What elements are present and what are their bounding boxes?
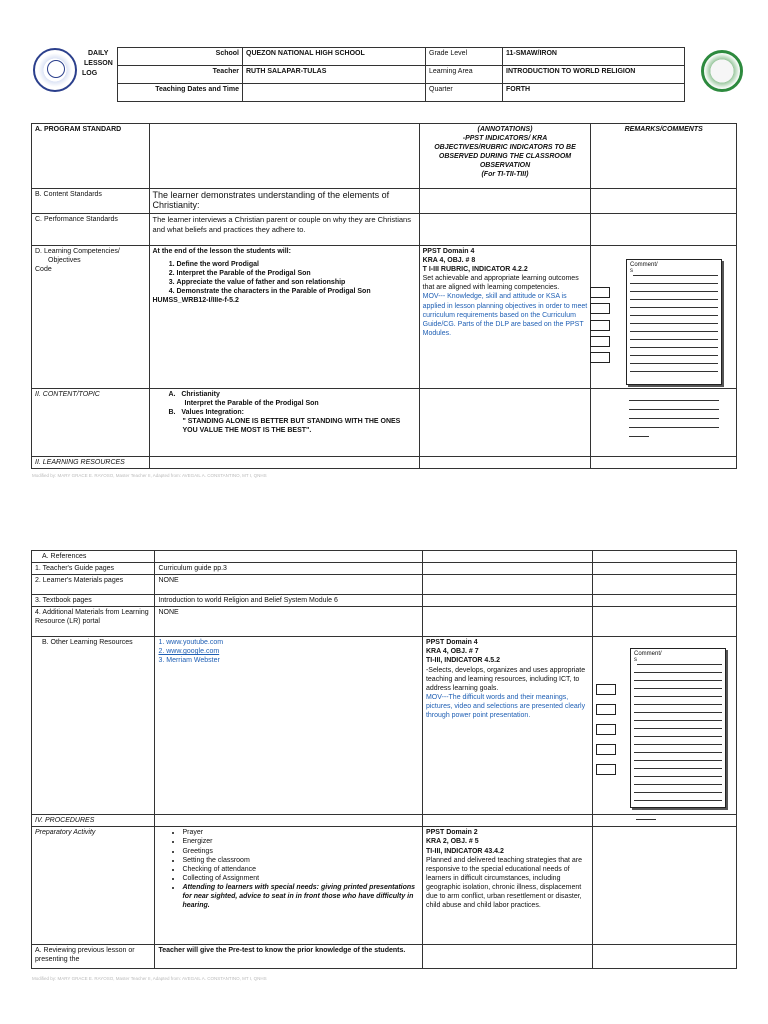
teacher-value: RUTH SALAPAR-TULAS [243,66,426,84]
rubric-checkbox[interactable] [590,303,610,314]
grade-label: Grade Level [426,48,503,66]
prep-item: • Energizer [182,837,419,846]
learners-materials-value: NONE [155,575,423,595]
references-label: A. References [32,551,155,563]
program-standard-label: A. PROGRAM STANDARD [32,124,150,189]
rubric-checkbox[interactable] [596,684,616,695]
textbook-value: Introduction to world Religion and Belief System Module 6 [155,595,423,607]
empty-cell [422,551,592,563]
rubric-checkbox[interactable] [596,744,616,755]
comment-box[interactable]: Comment/ s [626,259,722,385]
empty-cell [593,815,737,827]
comment-lines [636,812,656,820]
program-standard-value [149,124,419,189]
empty-cell [419,189,591,214]
prep-item: • Prayer [182,828,419,837]
empty-cell [591,457,737,469]
grade-value: 11-SMAW/IRON [503,48,685,66]
other-resources-links [155,637,423,815]
ppst-annotation-2: PPST Domain 4 KRA 4, OBJ. # 7 TI-III, INDICATOR 4.5.2 -Selects, develops, organizes and uses appropriate teaching and learning resources, including ICT, to address learning goals. MOV---The difficult words and their meanings, pictures, video and selections are presented clearly through power point presentation. [422,637,592,815]
content-standards-label: B. Content Standards [32,189,150,214]
additional-materials-value: NONE [155,607,423,637]
competency-item: 4. Demonstrate the characters in the Parable of Prodigal Son [177,287,416,296]
empty-cell [422,563,592,575]
rubric-checkbox[interactable] [596,724,616,735]
empty-cell [155,551,423,563]
empty-cell [593,607,737,637]
teachers-guide-label: 1. Teacher's Guide pages [32,563,155,575]
prep-item: • Collecting of Assignment [182,874,419,883]
learners-materials-label: 2. Learner's Materials pages [32,575,155,595]
ppst-annotation-3: PPST Domain 2 KRA 2, OBJ. # 5 TI-III, INDICATOR 43.4.2 Planned and delivered teaching strategies that are responsive to the special educational needs of learners in difficult circumstances, including geographic isolation, chronic illness, displacement due to arm conflict, urban resettlement or disaster, child abuse and child labor practices. [422,827,592,945]
additional-materials-label: 4. Additional Materials from Learning Resource (LR) portal [32,607,155,637]
empty-cell [422,607,592,637]
reviewing-label: A. Reviewing previous lesson or presenting the [32,945,155,969]
preparatory-activity-label: Preparatory Activity [32,827,155,945]
empty-cell [593,551,737,563]
empty-cell [422,575,592,595]
competency-code: HUMSS_WRB12-I/IIIe-f-5.2 [152,297,239,305]
learning-resources-label: II. LEARNING RESOURCES [32,457,150,469]
content-standards-text: The learner demonstrates understanding of the elements of Christianity: [149,189,419,214]
deped-seal [33,48,77,92]
area-label: Learning Area [426,66,503,84]
google-link[interactable]: 2. www.google.com [158,648,220,656]
rubric-checkbox[interactable] [590,287,610,298]
school-value: QUEZON NATIONAL HIGH SCHOOL [243,48,426,66]
content-topic-label: II. CONTENT/TOPIC [32,389,150,457]
empty-cell [155,815,423,827]
empty-cell [593,575,737,595]
empty-cell [593,595,737,607]
competency-item: 2. Interpret the Parable of the Prodigal Son [177,269,416,278]
rubric-checkbox[interactable] [596,704,616,715]
empty-cell [419,214,591,246]
daily-lesson-log-title: DAILY LESSON LOG [82,50,113,78]
preparatory-activity-list [155,827,423,945]
empty-cell [593,827,737,945]
empty-cell [419,389,591,457]
empty-cell [422,815,592,827]
quarter-label: Quarter [426,84,503,102]
remarks-header: REMARKS/COMMENTS [591,124,737,189]
prep-special-needs: • Attending to learners with special needs: giving printed presentations for near sighted, advice to seat in in front those who have difficulty in hearing. [182,883,419,910]
competency-item: 3. Appreciate the value of father and son relationship [177,278,416,287]
other-resources-label: B. Other Learning Resources [32,637,155,815]
footer-credit: Modified by: MARY GRACE E. RAYOSO, Master Teacher II, Adapted from: AVEGAIL A. CONSTANTINO, MT I, QNHS [32,473,267,478]
empty-cell [422,945,592,969]
seal-cell [685,48,731,102]
annotations-header: (ANNOTATIONS) -PPST INDICATORS/ KRA OBJECTIVES/RUBRIC INDICATORS TO BE OBSERVED DURING THE CLASSROOM OBSERVATION (For TI-TII-TIII) [419,124,591,189]
prep-item: • Checking of attendance [182,865,419,874]
empty-cell [419,457,591,469]
competencies-label: D. Learning Competencies/ Objectives Code [32,246,150,389]
rubric-checkbox[interactable] [590,336,610,347]
empty-cell [149,457,419,469]
procedures-label: IV. PROCEDURES [32,815,155,827]
header-table [117,47,730,102]
dates-value [243,84,426,102]
textbook-label: 3. Textbook pages [32,595,155,607]
school-seal [701,50,743,92]
competencies-text: At the end of the lesson the students will: 1. Define the word Prodigal 2. Interpret the Parable of the Prodigal Son 3. Appreciate the value of father and son relationship 4. Demonstrate the characters in the Parable of Prodigal Son HUMSS_WRB12-I/IIIe-f-5.2 [149,246,419,389]
quarter-value: FORTH [503,84,685,102]
empty-cell [422,595,592,607]
dates-label: Teaching Dates and Time [118,84,243,102]
merriam-webster-link[interactable]: 3. Merriam Webster [158,657,220,665]
empty-cell [593,945,737,969]
youtube-link[interactable]: 1. www.youtube.com [158,639,224,647]
ppst-annotation-1: PPST Domain 4 KRA 4, OBJ. # 8 T I-III RUBRIC, INDICATOR 4.2.2 Set achievable and appropriate learning outcomes that are aligned with learning competencies. MOV--- Knowledge, skill and attitude or KSA is applied in lesson planning objectives in order to meet curriculum requirements based on the Curriculum Guide/CG. Parts of the DLP are based on the PPST Modules. [419,246,591,389]
comment-box[interactable]: Comment/ s [630,648,726,808]
prep-item: • Greetings [182,847,419,856]
reviewing-text: Teacher will give the Pre-test to know the prior knowledge of the students. [155,945,423,969]
rubric-checkbox[interactable] [596,764,616,775]
footer-credit: Modified by: MARY GRACE E. RAYOSO, Master Teacher II, Adapted from: AVEGAIL A. CONSTANTINO, MT I, QNHS [32,976,267,981]
rubric-checkbox[interactable] [590,352,610,363]
teacher-label: Teacher [118,66,243,84]
empty-cell [591,214,737,246]
teachers-guide-value: Curriculum guide pp.3 [155,563,423,575]
empty-cell [591,189,737,214]
area-value: INTRODUCTION TO WORLD RELIGION [503,66,685,84]
rubric-checkbox[interactable] [590,320,610,331]
performance-standards-text: The learner interviews a Christian parent or couple on why they are Christians and what beliefs and practices they adhere to. [149,214,419,246]
comment-lines [629,392,719,437]
prep-item: • Setting the classroom [182,856,419,865]
content-topic-text: A. Christianity Interpret the Parable of the Prodigal Son B. Values Integration: " STANDING ALONE IS BETTER BUT STANDING WITH THE ONES YOU VALUE THE MOST IS THE BEST". [149,389,419,457]
performance-standards-label: C. Performance Standards [32,214,150,246]
empty-cell [593,563,737,575]
competency-item: 1. Define the word Prodigal [177,260,416,269]
school-label: School [118,48,243,66]
